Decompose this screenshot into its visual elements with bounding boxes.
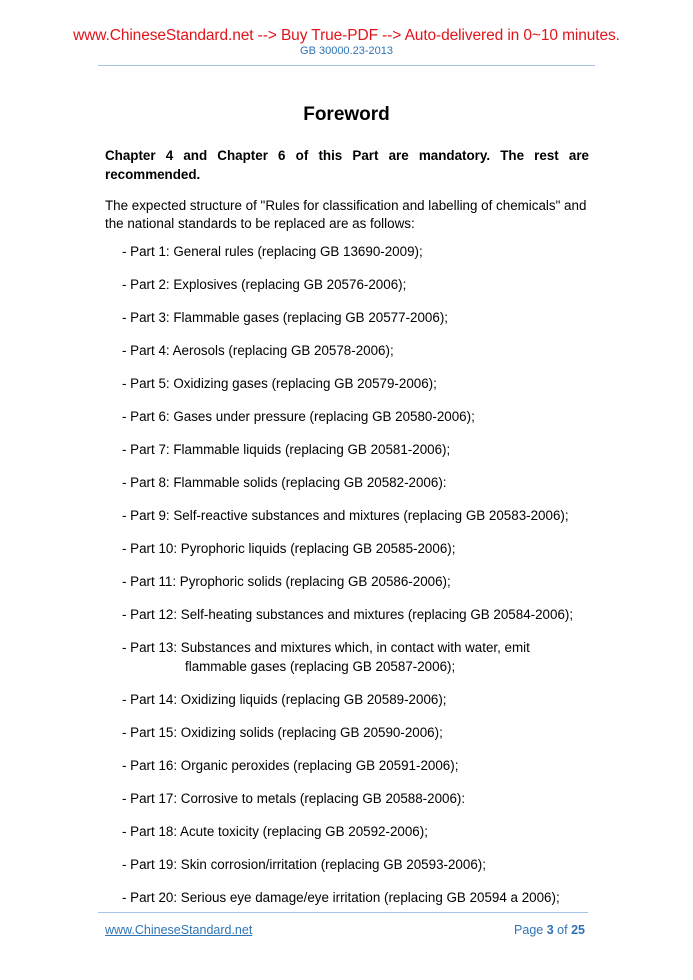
list-item xyxy=(122,506,589,525)
part-text: - Part 4: Aerosols (replacing GB 20578-2006); xyxy=(122,343,394,358)
document-body xyxy=(105,147,589,921)
intro-paragraph: The expected structure of "Rules for classification and labelling of chemicals" and the national standards to be replaced are as follows: xyxy=(105,198,587,231)
footer-divider xyxy=(98,912,588,913)
page-label: Page xyxy=(514,923,544,937)
mandatory-statement: Chapter 4 and Chapter 6 of this Part are mandatory. The rest are recommended. xyxy=(105,148,589,182)
list-item xyxy=(122,473,589,492)
promo-banner[interactable]: www.ChineseStandard.net --> Buy True-PDF --> Auto-delivered in 0~10 minutes. xyxy=(73,27,620,44)
document-id: GB 30000.23-2013 xyxy=(300,45,393,57)
list-item xyxy=(122,789,589,808)
list-item xyxy=(122,374,589,393)
part-text: - Part 3: Flammable gases (replacing GB 20577-2006); xyxy=(122,310,448,325)
list-item xyxy=(122,308,589,327)
part-text: - Part 14: Oxidizing liquids (replacing GB 20589-2006); xyxy=(122,692,447,707)
list-item xyxy=(122,440,589,459)
part-text: - Part 17: Corrosive to metals (replacing GB 20588-2006): xyxy=(122,791,466,806)
part-text: - Part 6: Gases under pressure (replacing GB 20580-2006); xyxy=(122,409,475,424)
part-text: - Part 18: Acute toxicity (replacing GB 20592-2006); xyxy=(122,824,428,839)
list-item xyxy=(122,572,589,591)
part-text: - Part 9: Self-reactive substances and mixtures (replacing GB 20583-2006); xyxy=(122,508,569,523)
list-item xyxy=(122,242,589,261)
part-text: - Part 11: Pyrophoric solids (replacing GB 20586-2006); xyxy=(122,574,451,589)
part-text: - Part 19: Skin corrosion/irritation (replacing GB 20593-2006); xyxy=(122,857,486,872)
list-item xyxy=(122,756,589,775)
footer-website-link[interactable]: www.ChineseStandard.net xyxy=(105,923,253,937)
list-item xyxy=(122,605,589,624)
part-text: - Part 13: Substances and mixtures which, in contact with water, emit xyxy=(122,640,530,655)
page-total: 25 xyxy=(571,923,585,937)
part-text: - Part 5: Oxidizing gases (replacing GB 20579-2006); xyxy=(122,376,437,391)
part-text: - Part 16: Organic peroxides (replacing GB 20591-2006); xyxy=(122,758,459,773)
part-text: - Part 20: Serious eye damage/eye irritation (replacing GB 20594 a 2006); xyxy=(122,890,560,905)
part-text: - Part 1: General rules (replacing GB 13690-2009); xyxy=(122,244,423,259)
part-text: - Part 7: Flammable liquids (replacing GB 20581-2006); xyxy=(122,442,451,457)
list-item xyxy=(122,341,589,360)
parts-list xyxy=(105,242,589,907)
list-item xyxy=(122,822,589,841)
page-current: 3 xyxy=(546,923,554,937)
part-text-continuation: flammable gases (replacing GB 20587-2006); xyxy=(185,659,456,674)
part-text: - Part 12: Self-heating substances and mixtures (replacing GB 20584-2006); xyxy=(122,607,574,622)
header-divider xyxy=(98,65,595,66)
list-item xyxy=(122,723,589,742)
page-number xyxy=(514,923,585,937)
part-text: - Part 2: Explosives (replacing GB 20576-2006); xyxy=(122,277,407,292)
list-item xyxy=(122,407,589,426)
list-item xyxy=(122,888,589,907)
page-of: of xyxy=(557,923,568,937)
list-item xyxy=(122,638,589,676)
part-text: - Part 10: Pyrophoric liquids (replacing GB 20585-2006); xyxy=(122,541,456,556)
list-item xyxy=(122,690,589,709)
list-item xyxy=(122,539,589,558)
part-text: - Part 8: Flammable solids (replacing GB 20582-2006): xyxy=(122,475,447,490)
page-title: Foreword xyxy=(303,104,390,125)
list-item xyxy=(122,275,589,294)
list-item xyxy=(122,855,589,874)
part-text: - Part 15: Oxidizing solids (replacing GB 20590-2006); xyxy=(122,725,443,740)
